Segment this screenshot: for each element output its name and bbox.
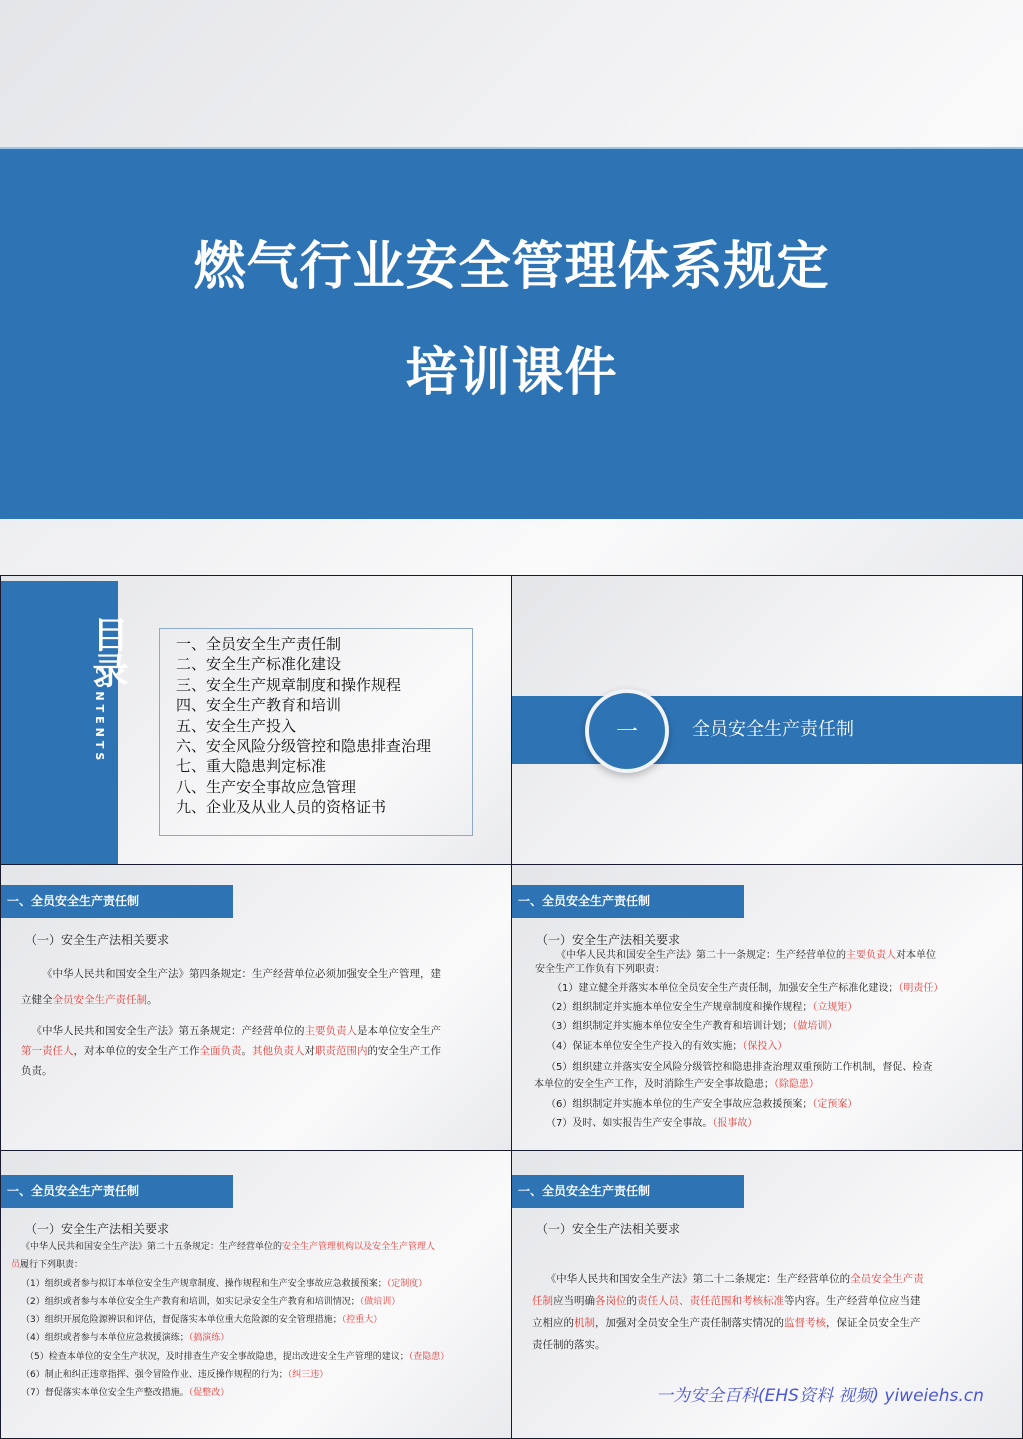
tag: （保投入） (742, 1041, 788, 1052)
cover-title-line2: 培训课件 (405, 343, 618, 403)
tag: （做培训） (359, 1297, 401, 1307)
toc-heading-en: CONTENTS (93, 666, 106, 765)
text: 。 (241, 1045, 252, 1057)
section-number-badge: 一 (585, 689, 669, 773)
highlight: 其他负责人 (252, 1045, 305, 1057)
text: （3）组织制定并实施本单位安全生产教育和培训计划； (546, 1021, 793, 1032)
highlight: 职责范围内 (315, 1045, 368, 1057)
slide-header: 一、全员安全生产责任制 (512, 885, 744, 918)
text: 《中华人民共和国安全生产法》第五条规定：产经营单位的 (31, 1025, 305, 1037)
text: 的安全生产工作负责。 (21, 1045, 441, 1077)
duty-item (546, 1117, 757, 1131)
slide-header: 一、全员安全生产责任制 (512, 1175, 744, 1208)
toc-item[interactable]: 四、安全生产教育和培训 (176, 696, 342, 715)
text: 是本单位安全生产 (357, 1025, 441, 1037)
article22-paragraph (532, 1268, 927, 1356)
highlight: 员 (11, 1260, 21, 1270)
cover-slide (0, 0, 1023, 575)
highlight: 全面负责 (199, 1045, 242, 1057)
text: （4）保证本单位安全生产投入的有效实施； (546, 1041, 743, 1052)
text: （7）督促落实本单位安全生产整改措施。 (21, 1388, 189, 1398)
text: 应当明确 (553, 1295, 595, 1307)
text: （6）制止和纠正违章指挥、强令冒险作业、违反操作规程的行为； (21, 1370, 288, 1380)
text: （2）组织或者参与本单位安全生产教育和培训，如实记录安全生产教育和培训情况； (21, 1297, 360, 1307)
text: （1）组织或者参与拟订本单位安全生产规章制度、操作规程和生产安全事故应急救援预案； (21, 1279, 387, 1289)
tag: （立规矩） (812, 1002, 858, 1013)
toc-item[interactable]: 三、安全生产规章制度和操作规程 (176, 675, 402, 694)
highlight: 全员安全生产责任制 (532, 1273, 924, 1307)
tag: （定预案） (812, 1099, 858, 1110)
highlight: 监督考核 (784, 1317, 826, 1329)
duty-item (546, 1098, 857, 1112)
text: （2）组织制定并实施本单位安全生产规章制度和操作规程； (546, 1002, 813, 1013)
article25-intro (21, 1240, 435, 1254)
tag: （除隐患） (774, 1079, 819, 1090)
tag: （报事故） (712, 1118, 758, 1129)
text: ，对本单位的安全生产工作 (73, 1045, 200, 1057)
text: 《中华人民共和国安全生产法》第二十五条规定：生产经营单位的 (21, 1242, 283, 1252)
slide-subtitle: （一）安全生产法相关要求 (536, 1222, 681, 1236)
text: 本单位的安全生产工作，及时消除生产安全事故隐患； (534, 1079, 774, 1090)
content-slide-art21 (511, 864, 1023, 1151)
duty-item (21, 1368, 328, 1382)
article25-intro-cont (11, 1258, 83, 1272)
duty-item (21, 1313, 382, 1327)
text: （5）检查本单位的安全生产状况，及时排查生产安全事故隐患，提出改进安全生产管理的建议； (25, 1352, 409, 1362)
highlight: 责任人员、责任范围和考核标准 (637, 1295, 784, 1307)
slide-subtitle: （一）安全生产法相关要求 (25, 933, 170, 947)
highlight: 主要负责人 (304, 1025, 357, 1037)
highlight: 各岗位 (595, 1295, 627, 1307)
toc-list (159, 628, 473, 836)
duty-item (21, 1331, 229, 1345)
highlight: 安全生产管理机构以及安全生产管理人 (282, 1242, 436, 1252)
tag: （控重大） (341, 1315, 383, 1325)
text: 的 (626, 1295, 637, 1307)
text: 等内容。生产经营单位应当建立相应的 (532, 1295, 921, 1329)
slide-subtitle: （一）安全生产法相关要求 (25, 1222, 170, 1236)
text: 《中华人民共和国安全生产法》第二十二条规定：生产经营单位的 (545, 1273, 851, 1285)
text: ，保证全员安全生产责任制的落实。 (532, 1317, 921, 1351)
tag: （搞演练） (188, 1333, 230, 1343)
duty-item (546, 1020, 837, 1034)
duty-item (546, 1040, 787, 1054)
highlight: 机制 (574, 1317, 595, 1329)
toc-item[interactable]: 九、企业及从业人员的资格证书 (176, 798, 387, 817)
tag: （查隐患） (408, 1352, 450, 1362)
text: 对 (304, 1045, 315, 1057)
toc-item[interactable]: 八、生产安全事故应急管理 (176, 777, 357, 796)
slide-header: 一、全员安全生产责任制 (1, 1175, 233, 1208)
duty-item (25, 1350, 449, 1364)
section-title: 全员安全生产责任制 (692, 719, 854, 740)
slide-header: 一、全员安全生产责任制 (1, 885, 233, 918)
toc-item[interactable]: 二、安全生产标准化建设 (176, 655, 342, 674)
text: （6）组织制定并实施本单位的生产安全事故应急救援预案； (546, 1099, 813, 1110)
toc-item[interactable]: 六、安全风险分级管控和隐患排查治理 (176, 737, 432, 756)
text: （7）及时、如实报告生产安全事故。 (546, 1118, 713, 1129)
text: 《中华人民共和国安全生产法》第四条规定：生产经营单位必须加强安全生产管理，建立健全 (21, 968, 441, 1006)
duty-item (21, 1295, 400, 1309)
slide-subtitle: （一）安全生产法相关要求 (536, 933, 681, 947)
text: （1）建立健全并落实本单位全员安全生产责任制，加强安全生产标准化建设； (552, 983, 899, 994)
text: 《中华人民共和国安全生产法》第二十一条规定：生产经营单位的 (556, 950, 846, 961)
article21-intro (556, 949, 936, 963)
text: 。 (147, 994, 158, 1006)
highlight: 第一责任人 (21, 1045, 74, 1057)
watermark-text: 一为安全百科(EHS资料 视频) yiweiehs.cn (656, 1386, 984, 1406)
article5-paragraph (21, 1021, 451, 1081)
content-slide-art4-5 (0, 864, 512, 1151)
toc-heading-cn: 目录 (87, 616, 128, 688)
tag: （定制度） (386, 1279, 428, 1289)
tag: （明责任） (898, 983, 944, 994)
duty-item: （5）组织建立并落实安全风险分级管控和隐患排查治理双重预防工作机制，督促、检查 (546, 1062, 933, 1073)
article21-intro-cont: 安全生产工作负有下列职责： (535, 964, 665, 975)
duty-item-cont (534, 1078, 819, 1092)
text: （4）组织或者参与本单位应急救援演练； (21, 1333, 189, 1343)
tag: （做培训） (792, 1021, 838, 1032)
duty-item (546, 1001, 857, 1015)
text: （3）组织开展危险源辨识和评估，督促落实本单位重大危险源的安全管理措施； (21, 1315, 342, 1325)
duty-item (552, 982, 943, 996)
text: 履行下列职责： (20, 1260, 84, 1270)
content-slide-art25 (0, 1150, 512, 1439)
text: ，加强对全员安全生产责任制落实情况的 (595, 1317, 784, 1329)
tag: （纠三违） (287, 1370, 329, 1380)
toc-item[interactable]: 一、全员安全生产责任制 (176, 635, 342, 653)
duty-item (21, 1277, 427, 1291)
article4-paragraph (21, 961, 451, 1013)
text: 对本单位 (896, 950, 936, 961)
section-slide (511, 575, 1023, 865)
highlight: 全员安全生产责任制 (52, 994, 147, 1006)
highlight: 主要负责人 (846, 950, 896, 961)
toc-item[interactable]: 七、重大隐患判定标准 (176, 757, 327, 776)
tag: （促整改） (188, 1388, 230, 1398)
cover-title-line1: 燃气行业安全管理体系规定 (193, 237, 830, 297)
duty-item (21, 1386, 229, 1400)
toc-item[interactable]: 五、安全生产投入 (176, 716, 297, 735)
toc-slide (0, 575, 512, 865)
